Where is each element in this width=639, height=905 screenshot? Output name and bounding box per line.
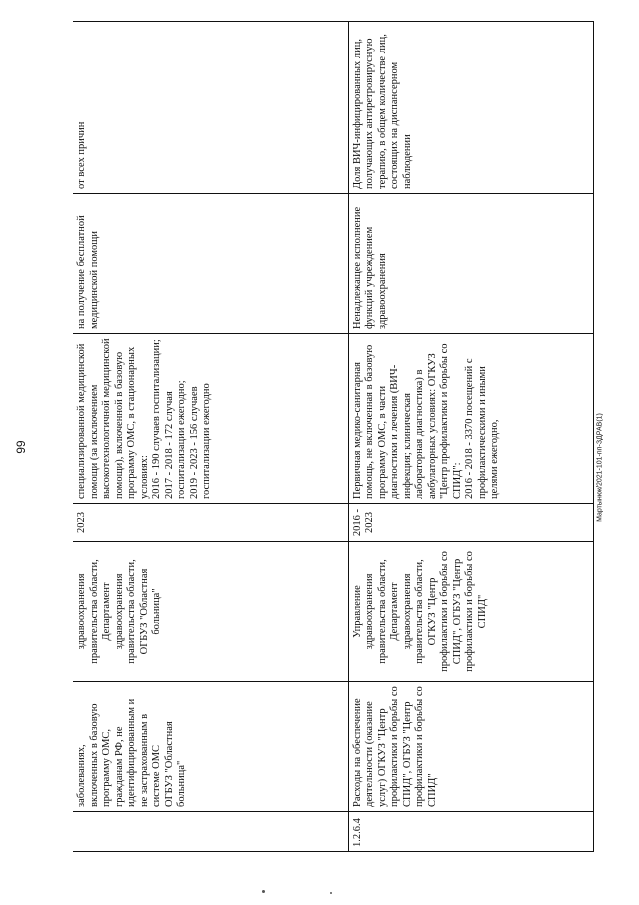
program-table	[73, 21, 594, 852]
cell-indicator: Доля ВИЧ-инфицированных лиц, получающих антиретровирусную терапию, в общем количестве лиц, состоящих на диспансерном наблюдении	[348, 22, 593, 194]
page-number: 66	[13, 440, 28, 454]
cell-name: Расходы на обеспечение деятельности (оказание услуг) ОГКУЗ "Центр профилактики и борьбы со СПИД", ОГБУЗ "Центр профилактики и борьбы со СПИД"	[348, 682, 593, 812]
cell-volume: специализированной медицинской помощи (за исключением высокотехнологичной медицинской помощи), включенной в базовую программу ОМС, в стационарных условиях: 2016 - 190 случаев госпитализации; 2017 - 2018 - 172 случая госпитализации ежегодно; 2019 - 2023 - 156 случаев госпитализации ежегодно	[73, 334, 348, 504]
rotated-table-container	[73, 22, 593, 852]
table-row	[73, 22, 348, 852]
document-footer: Мартынюк/2021-101-пп-ЗДРАВ(1)	[596, 413, 604, 522]
table-row	[348, 22, 593, 852]
cell-executor: Управление здравоохранения правительства области, Департамент здравоохранения правительства области, ОГКУЗ "Центр профилактики и борьбы со СПИД", ОГБУЗ "Центр профилактики и борьбы со СПИД"	[348, 542, 593, 682]
cell-executor: здравоохранения правительства области, Департамент здравоохранения правительства области, ОГБУЗ "Областная больница"	[73, 542, 348, 682]
cell-id	[73, 812, 348, 852]
cell-volume: Первичная медико-санитарная помощь, не включенная в базовую программу ОМС, в части диагностики и лечения (ВИЧ-инфекция; клиническая лабораторная диагностика) в амбулаторных условиях: ОГКУЗ "Центр профилактики и борьбы со СПИД": 2016 - 2018 - 3370 посещений с профилактическими и иными целями ежегодно,	[348, 334, 593, 504]
cell-period: 2016 - 2023	[348, 504, 593, 542]
scan-artifact	[262, 890, 265, 893]
cell-risk: на получение бесплатной медицинской помощи	[73, 194, 348, 334]
cell-name: заболеваниях, включенных в базовую программу ОМС, гражданам РФ, не идентифицированным и не застрахованным в системе ОМС ОГБУЗ "Областная больница"	[73, 682, 348, 812]
cell-period: 2023	[73, 504, 348, 542]
cell-id: 1.2.6.4	[348, 812, 593, 852]
scan-artifact	[330, 892, 332, 894]
cell-indicator: от всех причин	[73, 22, 348, 194]
cell-risk: Ненадлежащее исполнение функций учреждением здравоохранения	[348, 194, 593, 334]
